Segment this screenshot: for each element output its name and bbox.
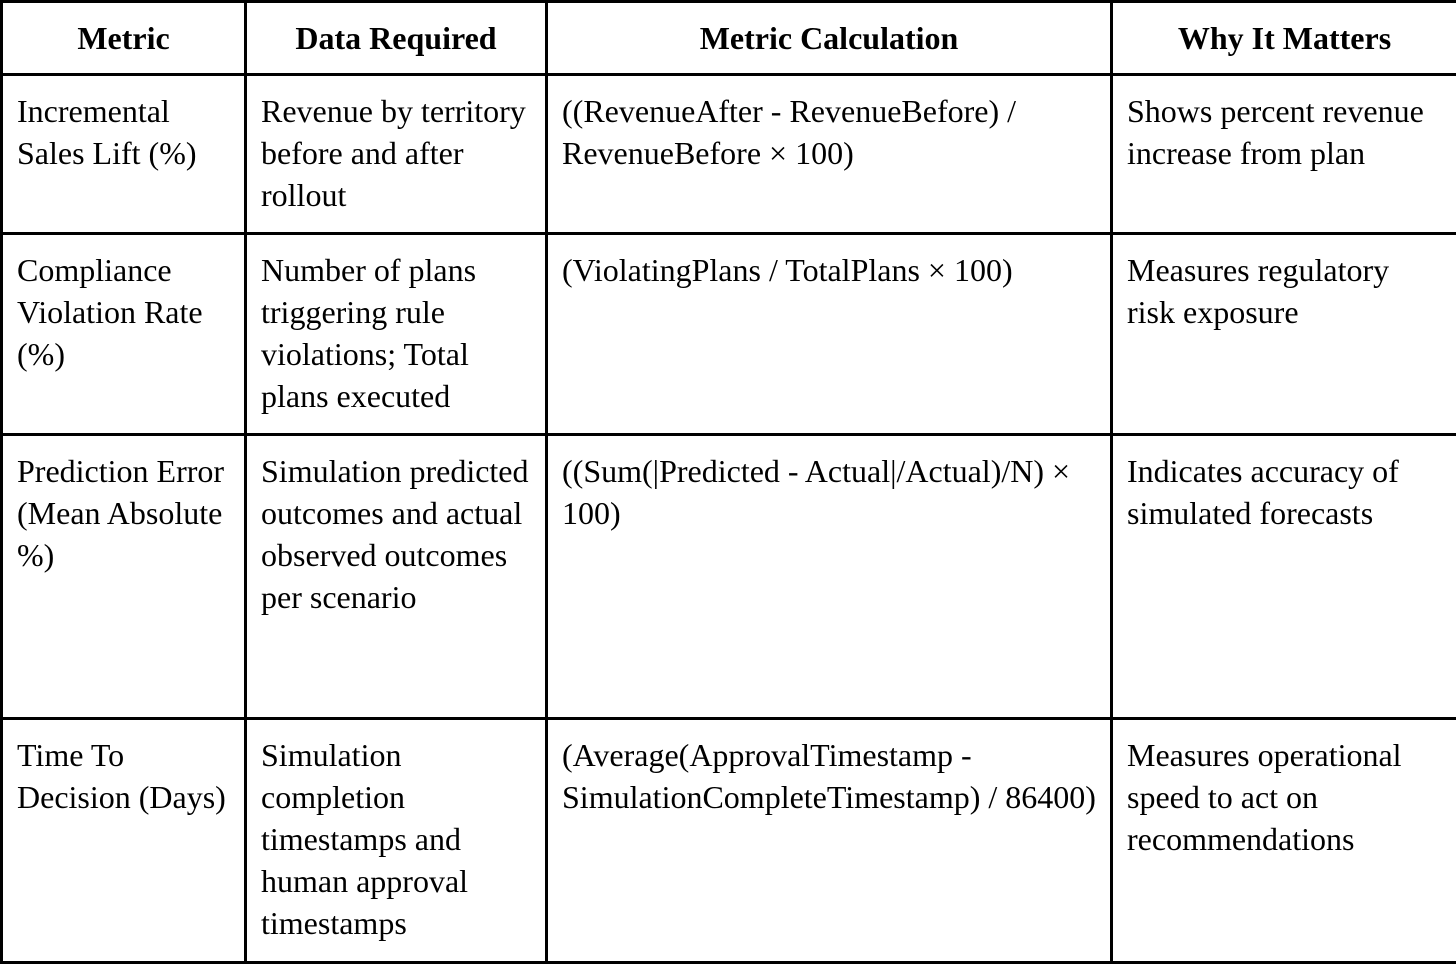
cell-metric: Incremental Sales Lift (%)	[2, 75, 246, 234]
table-row	[2, 75, 1456, 234]
cell-data-required: Number of plans triggering rule violations; Total plans executed	[246, 234, 547, 435]
cell-data-required: Simulation predicted outcomes and actual observed outcomes per scenario	[246, 435, 547, 719]
cell-why: Shows percent revenue increase from plan	[1112, 75, 1456, 234]
table-row	[2, 719, 1456, 963]
cell-data-required: Simulation completion timestamps and human approval timestamps	[246, 719, 547, 963]
cell-metric: Time To Decision (Days)	[2, 719, 246, 963]
cell-calculation: ((Sum(|Predicted - Actual|/Actual)/N) × 100)	[547, 435, 1112, 719]
cell-metric: Compliance Violation Rate (%)	[2, 234, 246, 435]
cell-why: Measures operational speed to act on recommendations	[1112, 719, 1456, 963]
table-row	[2, 234, 1456, 435]
cell-calculation: (ViolatingPlans / TotalPlans × 100)	[547, 234, 1112, 435]
cell-data-required: Revenue by territory before and after rollout	[246, 75, 547, 234]
table-header-row	[2, 2, 1456, 75]
header-why-it-matters: Why It Matters	[1112, 2, 1456, 75]
cell-calculation: (Average(ApprovalTimestamp - SimulationCompleteTimestamp) / 86400)	[547, 719, 1112, 963]
header-data-required: Data Required	[246, 2, 547, 75]
cell-calculation: ((RevenueAfter - RevenueBefore) / RevenueBefore × 100)	[547, 75, 1112, 234]
cell-why: Measures regulatory risk exposure	[1112, 234, 1456, 435]
header-metric: Metric	[2, 2, 246, 75]
cell-metric: Prediction Error (Mean Absolute %)	[2, 435, 246, 719]
header-metric-calculation: Metric Calculation	[547, 2, 1112, 75]
cell-why: Indicates accuracy of simulated forecasts	[1112, 435, 1456, 719]
table-row	[2, 435, 1456, 719]
